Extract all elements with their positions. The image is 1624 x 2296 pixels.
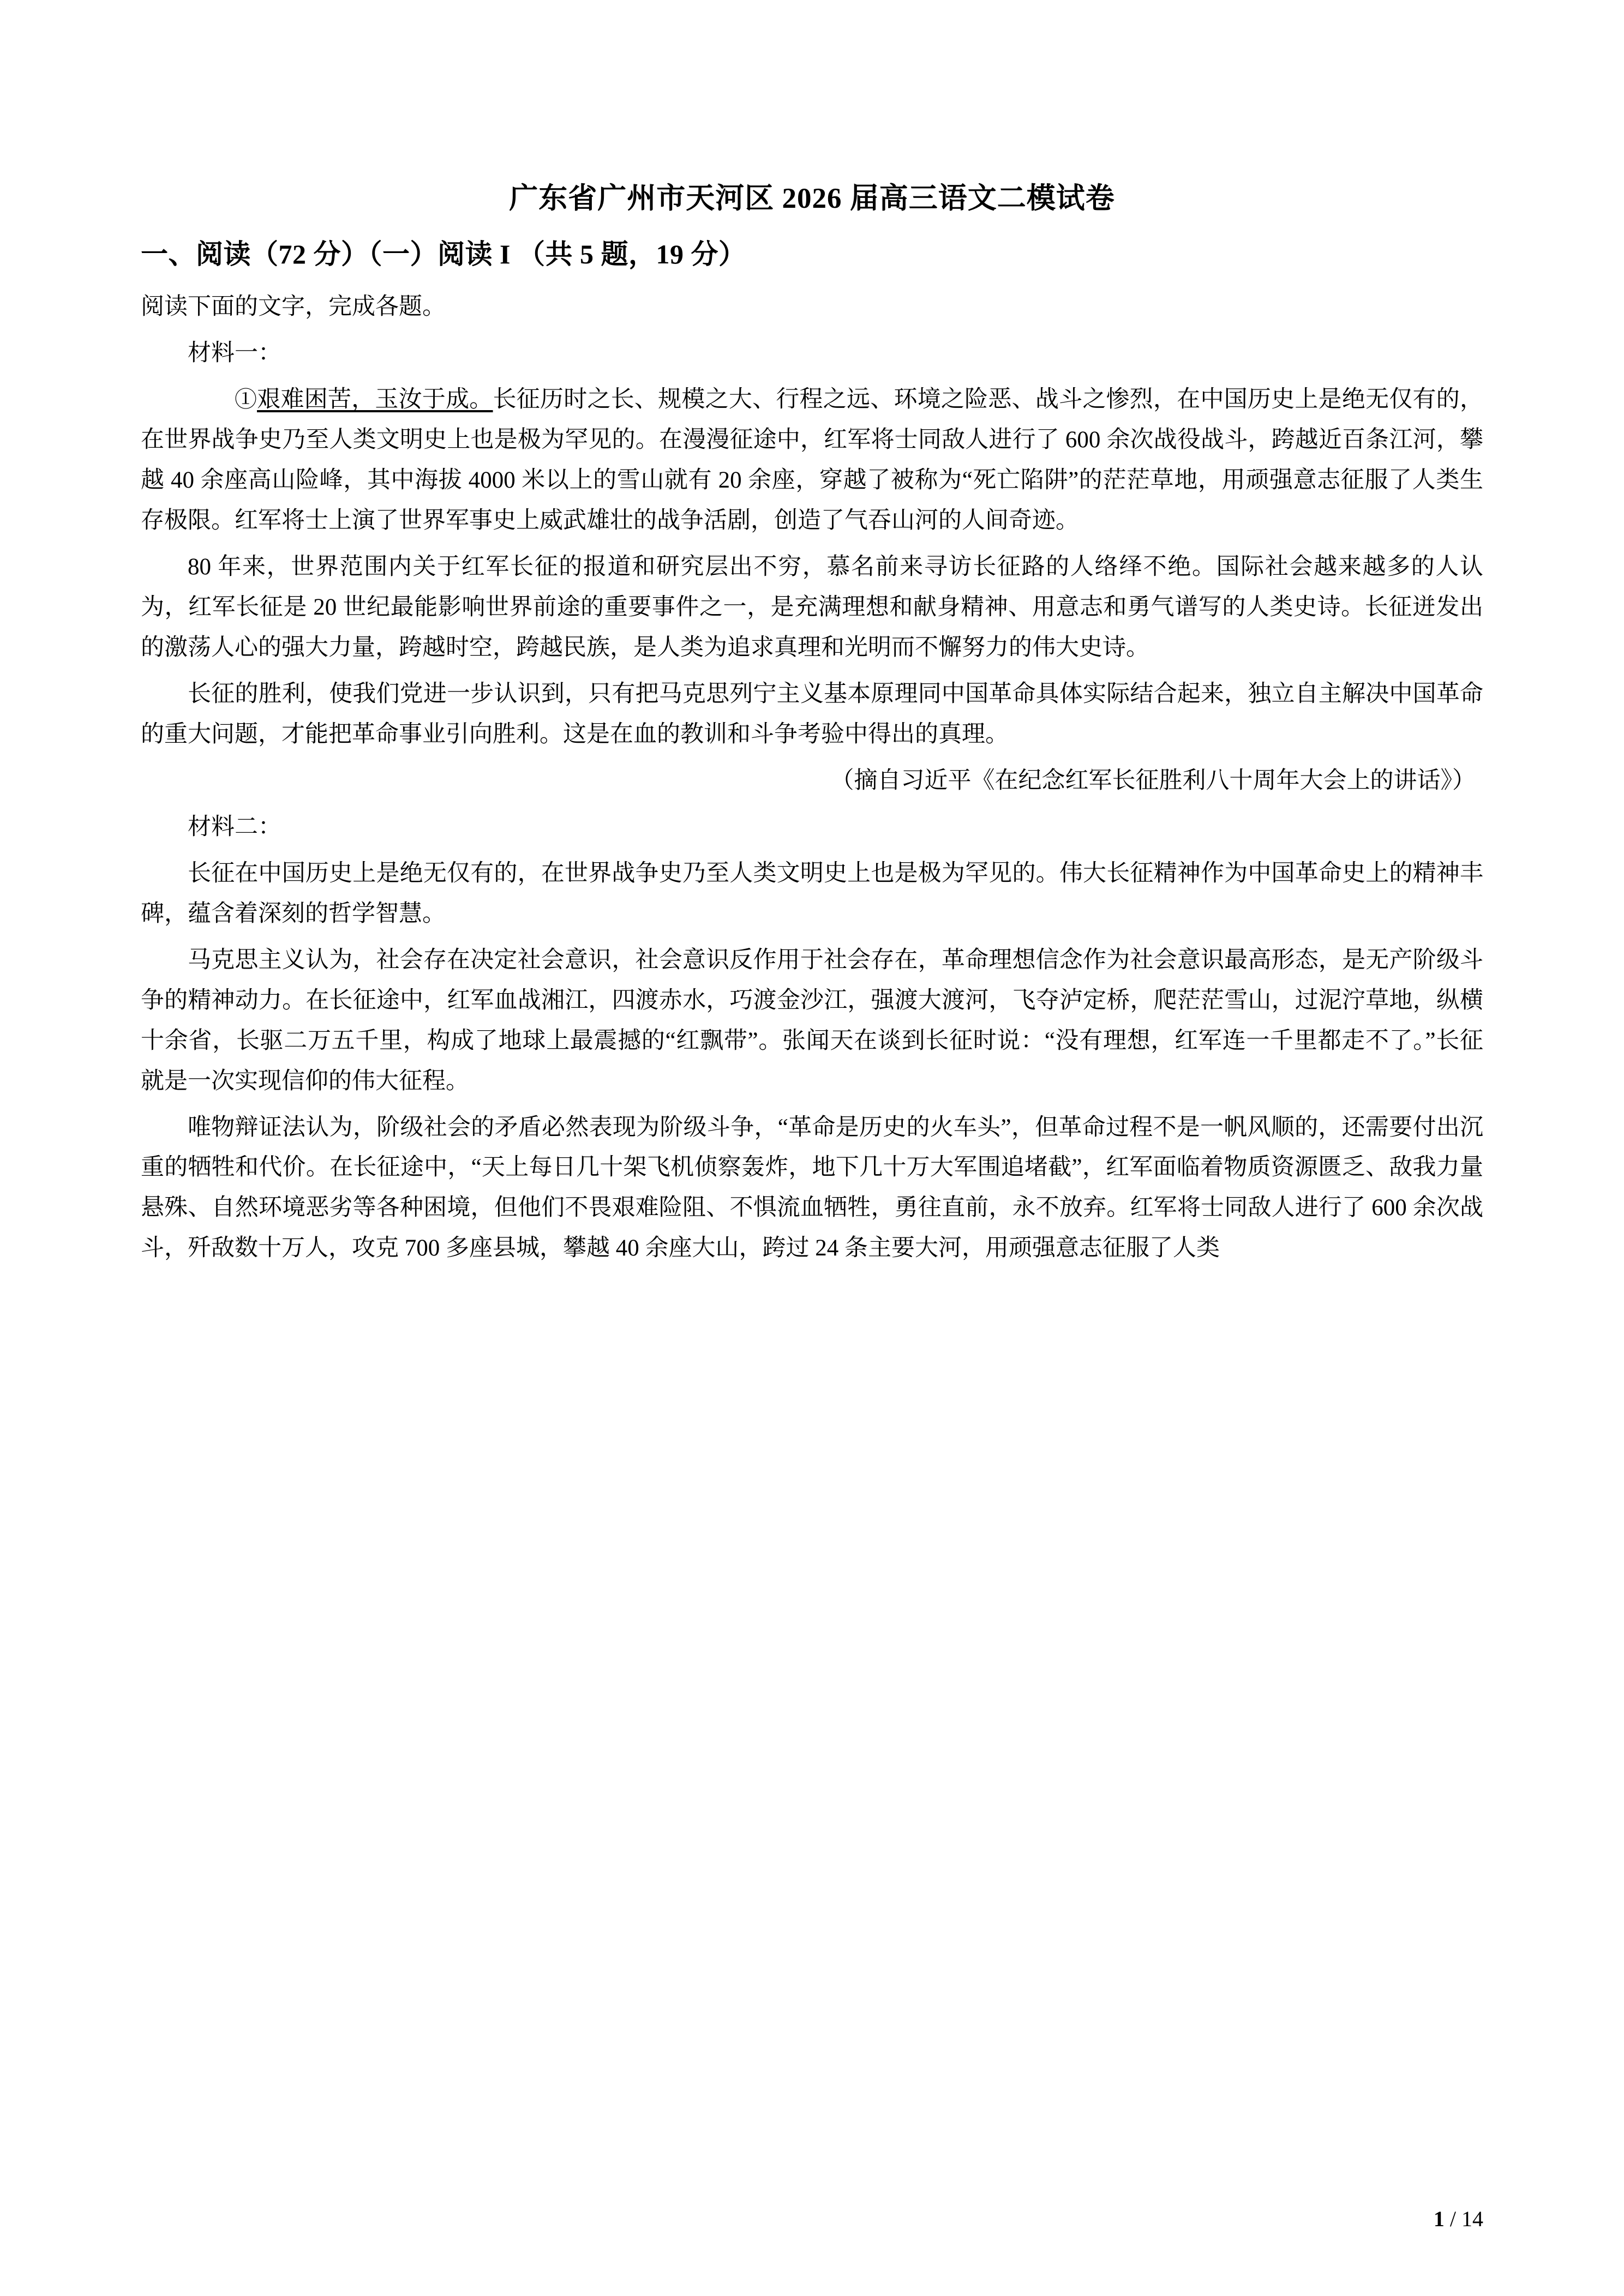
material-two-paragraph-2: 马克思主义认为，社会存在决定社会意识，社会意识反作用于社会存在，革命理想信念作为社会意识最高形态，是无产阶级斗争的精神动力。在长征途中，红军血战湘江，四渡赤水，巧渡金沙江，强渡大渡河，飞夺泸定桥，爬茫茫雪山，过泥泞草地，纵横十余省，长驱二万五千里，构成了地球上最震撼的“红飘带”。张闻天在谈到长征时说：“没有理想，红军连一千里都走不了。”长征就是一次实现信仰的伟大征程。 <box>141 947 1483 1094</box>
material-one-paragraph-1-rest: 长征历时之长、规模之大、行程之远、环境之险恶、战斗之惨烈，在中国历史上是绝无仅有的，在世界战争史乃至人类文明史上也是极为罕见的。在漫漫征途中，红军将士同敌人进行了 600 余次战役战斗，跨越近百条江河，攀越 40 余座高山险峰，其中海拔 4000 米以上的雪山就有 20 余座，穿越了被称为“死亡陷阱”的茫茫草地，用顽强意志征服了人类生存极限。红军将士上演了世界军事史上威武雄壮的战争活剧，创造了气吞山河的人间奇迹。 <box>141 387 1484 534</box>
material-one-paragraph-2: 80 年来，世界范围内关于红军长征的报道和研究层出不穷，慕名前来寻访长征路的人络绎不绝。国际社会越来越多的人认为，红军长征是 20 世纪最能影响世界前途的重要事件之一，是充满理想和献身精神、用意志和勇气谱写的人类史诗。长征迸发出的激荡人心的强大力量，跨越时空，跨越民族，是人类为追求真理和光明而不懈努力的伟大史诗。 <box>141 554 1483 661</box>
total-page-number: 14 <box>1461 2207 1483 2231</box>
page-title: 广东省广州市天河区 2026 届高三语文二模试卷 <box>509 183 1115 214</box>
page-footer <box>1434 2206 1483 2232</box>
material-one-source: （摘自习近平《在纪念红军长征胜利八十周年大会上的讲话》） <box>830 767 1476 794</box>
section-heading: 一、阅读（72 分）（一）阅读 I （共 5 题，19 分） <box>141 238 746 269</box>
item-marker-1: ① <box>235 387 257 412</box>
material-two-label: 材料二： <box>188 814 281 840</box>
page-separator: / <box>1449 2207 1456 2231</box>
material-one-paragraph-1 <box>141 380 1483 541</box>
material-one-label: 材料一： <box>188 340 281 366</box>
material-two-paragraph-3: 唯物辩证法认为，阶级社会的矛盾必然表现为阶级斗争，“革命是历史的火车头”，但革命过程不是一帆风顺的，还需要付出沉重的牺牲和代价。在长征途中，“天上每日几十架飞机侦察轰炸，地下几十万大军围追堵截”，红军面临着物质资源匮乏、敌我力量悬殊、自然环境恶劣等各种困境，但他们不畏艰难险阻、不惧流血牺牲，勇往直前，永不放弃。红军将士同敌人进行了 600 余次战斗，歼敌数十万人，攻克 700 多座县城，攀越 40 余座大山，跨过 24 条主要大河，用顽强意志征服了人类 <box>141 1114 1483 1261</box>
material-two-paragraph-1: 长征在中国历史上是绝无仅有的，在世界战争史乃至人类文明史上也是极为罕见的。伟大长征精神作为中国革命史上的精神丰碑，蕴含着深刻的哲学智慧。 <box>141 860 1483 927</box>
instruction-text: 阅读下面的文字，完成各题。 <box>141 294 446 320</box>
underlined-phrase: 艰难困苦，玉汝于成。 <box>257 387 493 413</box>
current-page-number: 1 <box>1433 2207 1445 2231</box>
material-one-paragraph-3: 长征的胜利，使我们党进一步认识到，只有把马克思列宁主义基本原理同中国革命具体实际结合起来，独立自主解决中国革命的重大问题，才能把革命事业引向胜利。这是在血的教训和斗争考验中得出的真理。 <box>141 681 1483 747</box>
